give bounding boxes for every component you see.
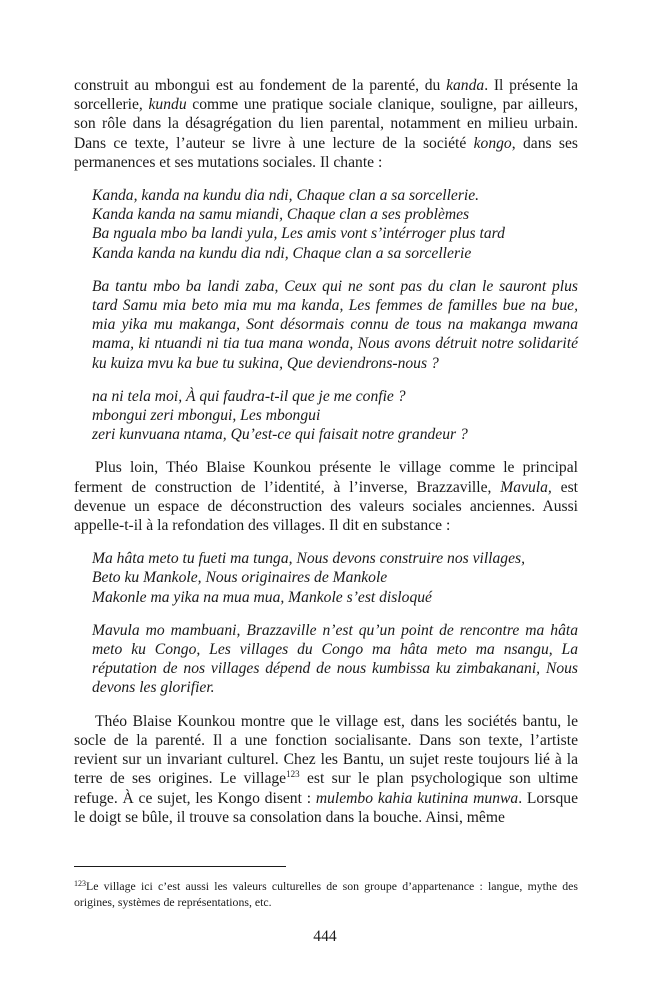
verse-line: Kanda, kanda na kundu dia ndi, Chaque clan a sa sorcellerie.: [92, 187, 480, 205]
verse-line: Makonle ma yika na mua mua, Mankole s’est disloqué: [92, 588, 432, 606]
verse-line: zeri kunvuana ntama, Qu’est-ce qui faisait notre grandeur ?: [92, 426, 468, 444]
song-stanza-2: Ba tantu mbo ba landi zaba, Ceux qui ne sont pas du clan le sauront plus tard Samu mia beto mia mu ma kanda, Les femmes de familles bue na bue, mia yika mu makanga, Sont désormais connu de tous na makanga mwana mama, ki ntuandi ni tia tua mana wonda, Nous avons détruit notre solidarité ku kuiza mvu ka bue tu sukina, Que deviendrons-nous ?: [92, 277, 578, 372]
footnote-reference: 123: [286, 769, 300, 780]
paragraph-village: Plus loin, Théo Blaise Kounkou présente le village comme le principal ferment de construction de l’identité, à l’inverse, Brazzaville, Mavula, est devenue un espace de déconstruction des valeurs sociales anciennes. Aussi appelle-t-il à la refondation des villages. Il dit en substance :: [74, 459, 578, 535]
term-mavula: Mavula,: [500, 478, 552, 496]
footnote-text: Le village ici c’est aussi les valeurs culturelles de son groupe d’appartenance : langue, mythe des origines, systèmes de représentations, etc.: [74, 879, 578, 909]
kongo-proverb: mulembo kahia kutinina munwa: [315, 789, 519, 807]
footnote-divider: [74, 866, 286, 867]
verse-line: mbongui zeri mbongui, Les mbongui: [92, 407, 321, 425]
page-number: 444: [313, 928, 337, 945]
term-kundu: kundu: [148, 96, 187, 114]
paragraph-intro: construit au mbongui est au fondement de la parenté, du kanda. Il présente la sorcellerie, kundu comme une pratique sociale clanique, souligne, par ailleurs, son rôle dans la désagrégation du lien parental, notamment en milieu urbain. Dans ce texte, l’auteur se livre à une lecture de la société kongo, dans ses permanences et ses mutations sociales. Il chante :: [74, 77, 578, 171]
song-stanza-5: Mavula mo mambuani, Brazzaville n’est qu’un point de rencontre ma hâta meto ku Congo, Les villages du Congo ma hâta meto ma nsangu, La réputation de nos villages dépend de nous kumbissa ku zimbakanani, Nous devons les glorifier.: [92, 621, 578, 697]
term-kanda: kanda: [446, 77, 485, 94]
verse-line: Kanda kanda na samu miandi, Chaque clan a ses problèmes: [92, 206, 470, 224]
footnote: [74, 878, 578, 910]
verse-line: Ma hâta meto tu fueti ma tunga, Nous devons construire nos villages,: [92, 550, 525, 568]
verse-line: Beto ku Mankole, Nous originaires de Mankole: [92, 569, 388, 587]
song-stanza-3: [92, 387, 578, 445]
song-stanza-1: [92, 186, 578, 263]
paragraph-socle: Théo Blaise Kounkou montre que le village est, dans les sociétés bantu, le socle de la parenté. Il a une fonction socialisante. Dans son texte, l’artiste revient sur un invariant culturel. Chez les Bantu, un sujet reste toujours lié à la terre de ses origines. Le village$^{123}$ est sur le plan psychologique son ultime refuge. À ce sujet, les Kongo disent : mulembo kahia kutinina munwa. Lorsque le doigt se bûle, il trouve sa consolation dans la bouche. Ainsi, même: [74, 712, 578, 826]
term-kongo: kongo: [473, 134, 512, 152]
song-stanza-4: [92, 549, 578, 607]
verse-line: na ni tela moi, À qui faudra-t-il que je me confie ?: [92, 387, 406, 405]
footnote-number: 123: [74, 879, 86, 888]
body-text: [74, 76, 578, 827]
verse-line: Kanda kanda na kundu dia ndi, Chaque clan a sa sorcellerie: [92, 244, 472, 262]
verse-line: Ba nguala mbo ba landi yula, Les amis vont s’intérroger plus tard: [92, 225, 505, 243]
